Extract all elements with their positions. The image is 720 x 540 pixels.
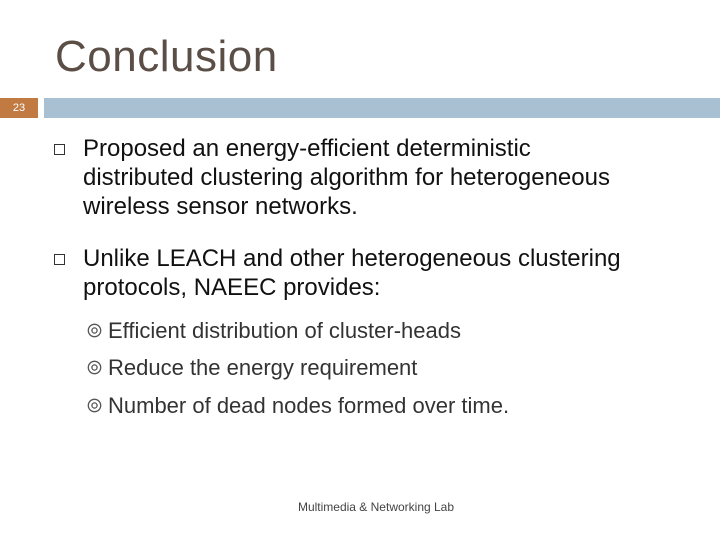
- square-bullet-icon: [54, 144, 65, 155]
- bullet-text: Proposed an energy-efficient deterministic distributed clustering algorithm for heterogeneous wireless sensor networks.: [83, 135, 610, 220]
- footer-text: Multimedia & Networking Lab: [297, 500, 455, 514]
- circle-bullet-icon: [87, 398, 102, 413]
- sub-bullet-text: Efficient distribution of cluster-heads: [108, 318, 461, 343]
- sub-bullet-text: Reduce the energy requirement: [108, 355, 418, 380]
- circle-bullet-icon: [87, 323, 102, 338]
- sub-bullet-text: Number of dead nodes formed over time.: [108, 393, 510, 418]
- slide-number: 23: [12, 102, 26, 114]
- circle-bullet-icon: [87, 360, 102, 375]
- header-bar: [44, 98, 720, 118]
- slide-title: Conclusion: [55, 32, 278, 81]
- bullet-text: Unlike LEACH and other heterogeneous clustering protocols, NAEEC provides:: [83, 245, 621, 301]
- square-bullet-icon: [54, 254, 65, 265]
